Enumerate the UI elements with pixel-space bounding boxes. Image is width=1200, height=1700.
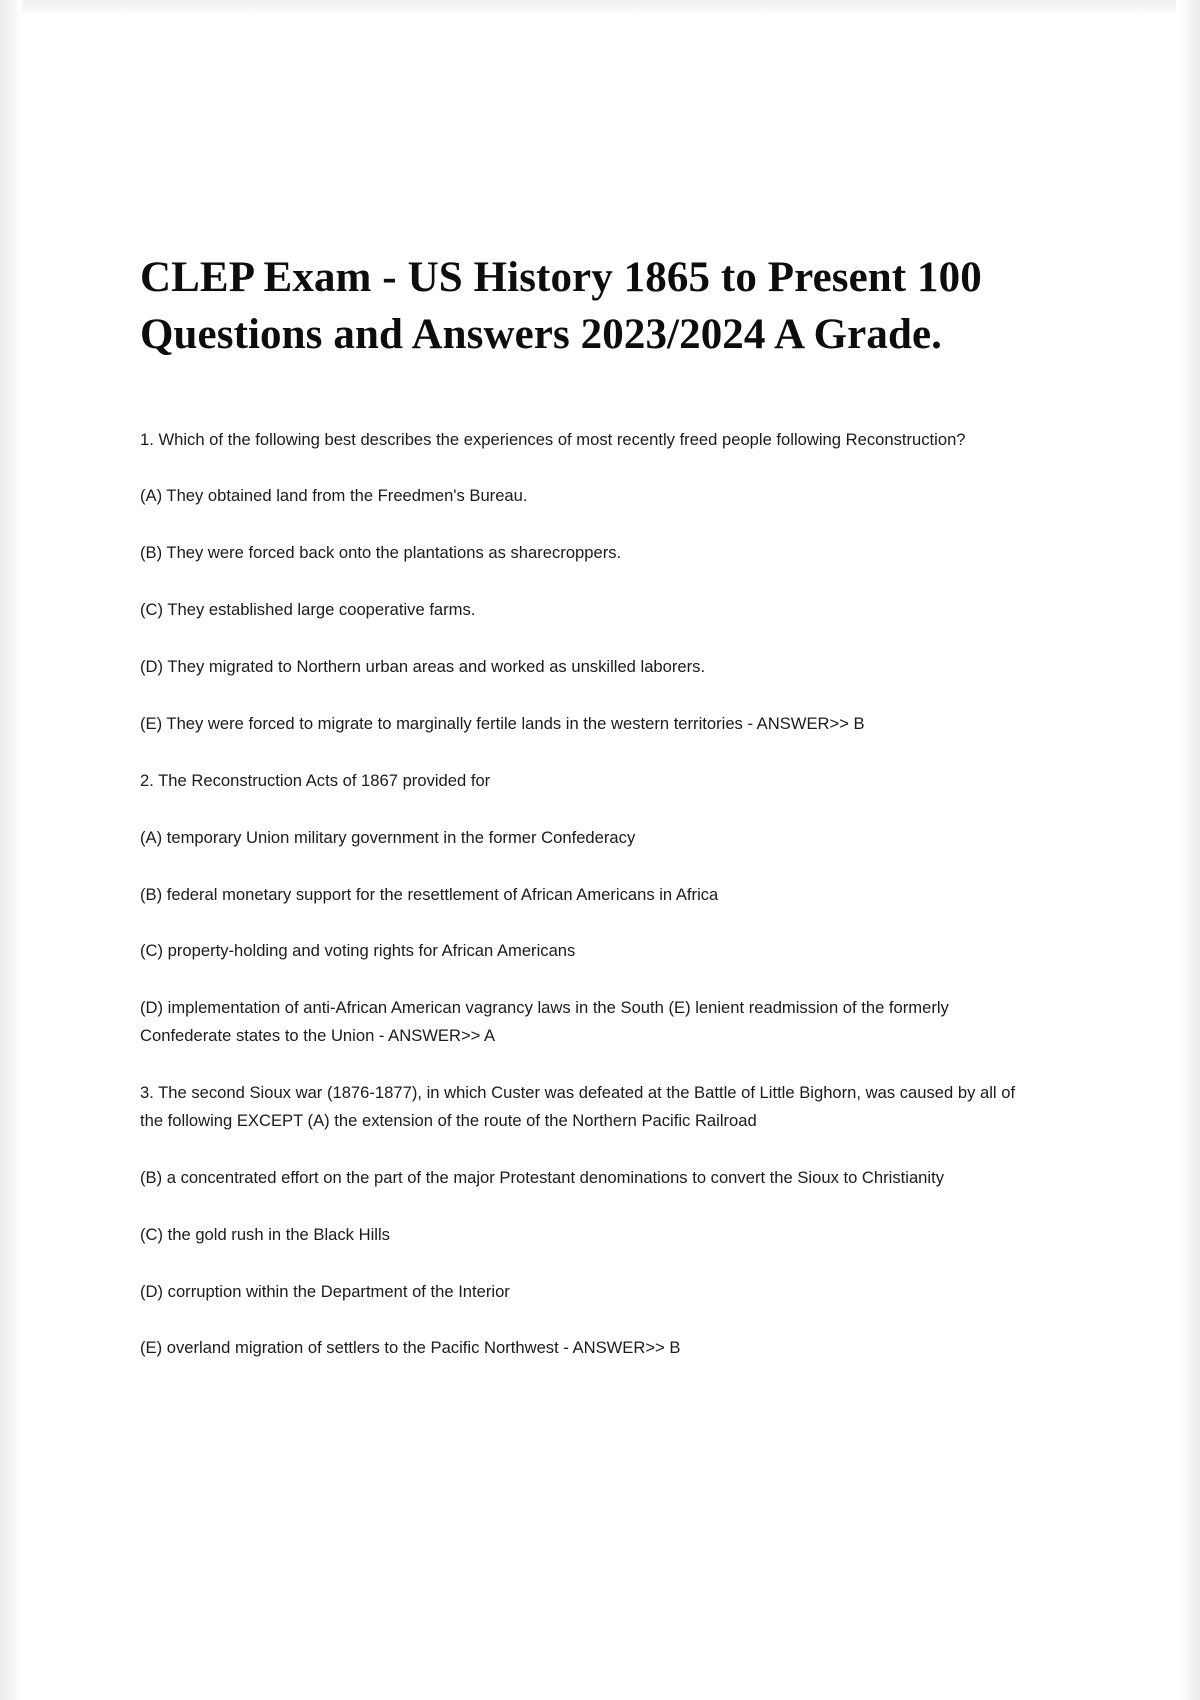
question-3-option-c: (C) the gold rush in the Black Hills	[140, 1224, 390, 1244]
page-title: CLEP Exam - US History 1865 to Present 100 Questions and Answers 2023/2024 A Grade.	[140, 254, 982, 358]
question-1-option-e-answer: (E) They were forced to migrate to marginally fertile lands in the western territories - ANSWER>> B	[140, 713, 865, 733]
question-2-stem: 2. The Reconstruction Acts of 1867 provided for	[140, 770, 491, 790]
document-content	[140, 250, 1060, 1362]
question-2-option-d-answer: (D) implementation of anti-African American vagrancy laws in the South (E) lenient readmission of the formerly Confederate states to the Union - ANSWER>> A	[140, 998, 949, 1046]
question-3-option-b: (B) a concentrated effort on the part of the major Protestant denominations to convert the Sioux to Christianity	[140, 1167, 945, 1187]
question-1-option-c: (C) They established large cooperative farms.	[140, 600, 476, 620]
question-2-option-b: (B) federal monetary support for the resettlement of African Americans in Africa	[140, 884, 719, 904]
page-edge-top	[0, 0, 1200, 16]
question-1-option-d: (D) They migrated to Northern urban areas and worked as unskilled laborers.	[140, 657, 706, 676]
question-3-option-d: (D) corruption within the Department of the Interior	[140, 1281, 510, 1301]
question-3-stem: 3. The second Sioux war (1876-1877), in which Custer was defeated at the Battle of Little Bighorn, was caused by all of the following EXCEPT (A) the extension of the route of the Northern Pacific Railroad	[140, 1083, 1016, 1130]
question-1-option-a: (A) They obtained land from the Freedmen's Bureau.	[140, 486, 528, 506]
question-2-option-c: (C) property-holding and voting rights for African Americans	[140, 941, 576, 961]
page-edge-left	[0, 0, 22, 1700]
question-2-option-a: (A) temporary Union military government in the former Confederacy	[140, 827, 636, 847]
question-1-option-b: (B) They were forced back onto the plantations as sharecroppers.	[140, 543, 622, 563]
question-1-stem: 1. Which of the following best describes the experiences of most recently freed people following Reconstruction?	[140, 429, 966, 449]
page-edge-right	[1176, 0, 1200, 1700]
question-3-option-e-answer: (E) overland migration of settlers to the Pacific Northwest - ANSWER>> B	[140, 1338, 681, 1358]
